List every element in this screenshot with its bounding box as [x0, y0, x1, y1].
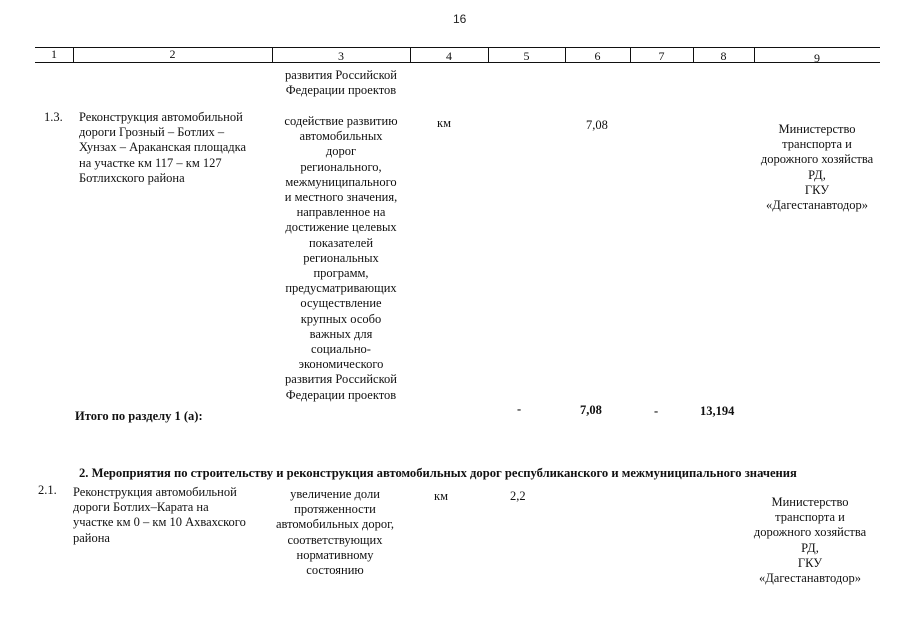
row-1-3-executor: Министерство транспорта и дорожного хозяйства РД, ГКУ «Дагестанавтодор»	[760, 122, 874, 213]
header-col-4: 4	[446, 49, 452, 63]
header-col-2: 2	[169, 47, 176, 61]
row-1-3-col6: 7,08	[586, 118, 608, 132]
section-2-title: 2. Мероприятия по строительству и реконструкция автомобильных дорог республиканского и межмуниципального значения	[79, 466, 797, 480]
total-1a-col5: -	[517, 402, 522, 416]
header-col-5: 5	[523, 49, 530, 63]
total-1a-col7: -	[654, 404, 659, 418]
row-2-1-name: Реконструкция автомобильной дороги Ботлих–Карата на участке км 0 – км 10 Ахвахского района	[73, 485, 246, 545]
row-2-1-col5: 2,2	[510, 489, 526, 503]
header-col-7: 7	[658, 49, 665, 63]
total-1a-label: Итого по разделу 1 (а):	[75, 409, 203, 423]
page-number: 16	[453, 12, 467, 26]
row-1-3-goal: содействие развитию автомобильных дорог регионального, межмуниципального и местного значения, направленное на достижение целевых показателей региональных программ, предусматривающих осуществление крупных особо важных для социально- экономического развития Российской Федерации проектов	[284, 114, 398, 402]
total-1a-col8: 13,194	[700, 404, 735, 418]
header-col-8: 8	[720, 49, 727, 63]
row-2-1-executor: Министерство транспорта и дорожного хозяйства РД, ГКУ «Дагестанавтодор»	[753, 495, 867, 586]
header-col-1: 1	[51, 47, 57, 61]
header-col-9: 9	[814, 51, 820, 65]
row-2-1-number: 2.1.	[38, 483, 57, 497]
row-2-1-goal: увеличение доли протяженности автомобильных дорог, соответствующих нормативному состоянию	[275, 487, 394, 578]
header-col-3: 3	[338, 49, 344, 63]
row-1-3-unit: км	[437, 116, 451, 130]
total-1a-col6: 7,08	[580, 403, 602, 417]
row-1-3-number: 1.3.	[44, 110, 63, 124]
row-2-1-unit: км	[434, 489, 448, 503]
prev-row-goal: развития Российской Федерации проектов	[285, 68, 397, 98]
row-1-3-name: Реконструкция автомобильной дороги Грозный – Ботлих – Хунзах – Араканская площадка на участке км 117 – км 127 Ботлихского района	[79, 110, 247, 185]
header-col-6: 6	[594, 49, 601, 63]
